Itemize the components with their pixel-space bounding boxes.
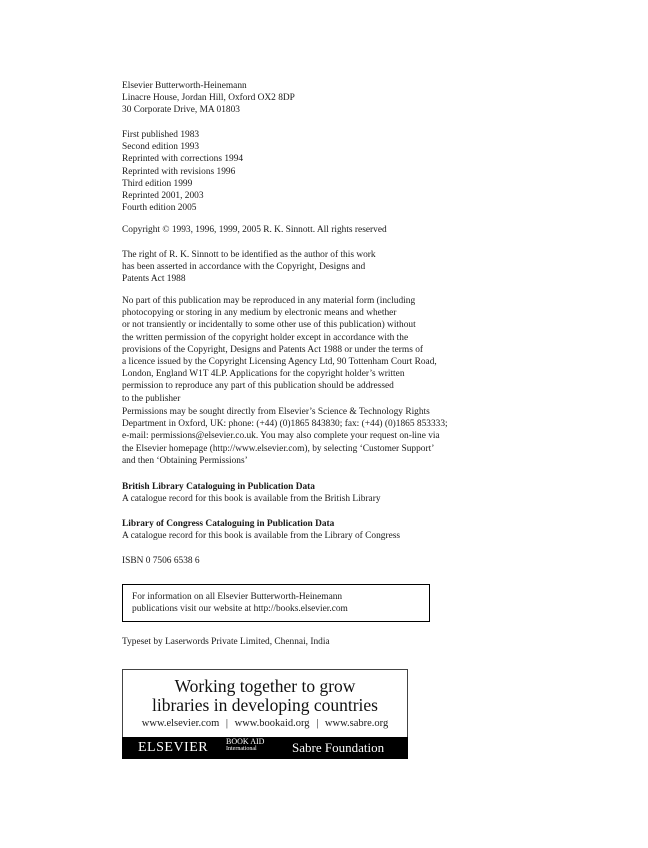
history-line: Fourth edition 2005: [122, 203, 197, 214]
reproduction-line: or not transiently or incidentally to some other use of this publication) without: [122, 320, 416, 331]
sabre-url[interactable]: www.sabre.org: [324, 718, 389, 729]
sabre-foundation-logo: Sabre Foundation: [292, 740, 385, 755]
reproduction-line: No part of this publication may be reproduced in any material form (including: [122, 296, 416, 306]
banner-headline-2: libraries in developing countries: [152, 695, 378, 715]
banner-headline-1: Working together to grow: [174, 676, 356, 696]
banner-urls: [123, 718, 407, 730]
reproduction-line: permission to reproduce any part of this publication should be addressed: [122, 381, 394, 392]
permissions-line: the Elsevier homepage (http://www.elsevier.com), by selecting ‘Customer Support’: [122, 443, 435, 454]
copyright-line: Copyright © 1993, 1996, 1999, 2005 R. K. Sinnott. All rights reserved: [122, 225, 387, 235]
permissions-line: Permissions may be sought directly from Elsevier’s Science & Technology Rights: [122, 407, 430, 417]
banner-logo-bar: [122, 737, 408, 759]
website-info-box: [122, 584, 430, 622]
isbn-line: ISBN 0 7506 6538 6: [122, 556, 200, 566]
moral-rights-line: Patents Act 1988: [122, 274, 186, 285]
reproduction-line: the written permission of the copyright holder except in accordance with the: [122, 332, 409, 343]
url-separator: |: [225, 718, 228, 729]
isbn: [122, 555, 200, 567]
reproduction-line: a licence issued by the Copyright Licensing Agency Ltd, 90 Tottenham Court Road,: [122, 357, 437, 368]
publisher-line: Elsevier Butterworth-Heinemann: [122, 81, 247, 91]
history-line: Third edition 1999: [122, 178, 193, 189]
url-separator: |: [316, 718, 319, 729]
british-library-heading: British Library Cataloguing in Publication Data: [122, 482, 315, 492]
info-box-line: publications visit our website at http://books.elsevier.com: [132, 604, 348, 615]
reproduction-line: photocopying or storing in any medium by electronic means and whether: [122, 308, 397, 319]
history-line: Reprinted 2001, 2003: [122, 191, 204, 202]
bookaid-logo-line-2: International: [226, 746, 257, 752]
library-of-congress-cip: [122, 518, 400, 542]
book-aid-banner: [122, 669, 408, 759]
typeset-line: Typeset by Laserwords Private Limited, Chennai, India: [122, 637, 330, 647]
reproduction-line: to the publisher: [122, 393, 181, 404]
moral-rights-line: has been asserted in accordance with the Copyright, Designs and: [122, 262, 366, 273]
copyright-notice: [122, 224, 387, 236]
bookaid-logo: [226, 738, 264, 753]
history-line: Reprinted with corrections 1994: [122, 154, 244, 165]
moral-rights: [122, 249, 376, 286]
publisher-line: 30 Corporate Drive, MA 01803: [122, 105, 240, 116]
bookaid-logo-line-1: BOOK AID: [226, 737, 265, 746]
permissions-line: Department in Oxford, UK: phone: (+44) (0)1865 843830; fax: (+44) (0)1865 853333;: [122, 419, 448, 430]
publisher-line: Linacre House, Jordan Hill, Oxford OX2 8DP: [122, 93, 295, 104]
history-line: First published 1983: [122, 130, 200, 140]
permissions-line: and then ‘Obtaining Permissions’: [122, 455, 248, 466]
permissions-notice: [122, 406, 448, 467]
elsevier-url[interactable]: www.elsevier.com: [141, 718, 220, 729]
typeset-credit: [122, 636, 330, 648]
publication-history: [122, 129, 243, 214]
info-box-line: For information on all Elsevier Butterworth-Heinemann: [132, 592, 343, 602]
permissions-line: e-mail: permissions@elsevier.co.uk. You may also complete your request on-line via: [122, 431, 440, 442]
history-line: Reprinted with revisions 1996: [122, 166, 236, 177]
reproduction-notice: [122, 295, 437, 405]
library-of-congress-heading: Library of Congress Cataloguing in Publication Data: [122, 519, 335, 529]
moral-rights-line: The right of R. K. Sinnott to be identified as the author of this work: [122, 250, 376, 260]
library-of-congress-text: A catalogue record for this book is available from the Library of Congress: [122, 531, 401, 542]
british-library-text: A catalogue record for this book is available from the British Library: [122, 494, 381, 505]
publisher-address: [122, 80, 295, 117]
elsevier-logo: ELSEVIER: [138, 740, 209, 755]
british-library-cip: [122, 481, 381, 505]
reproduction-line: London, England W1T 4LP. Applications for the copyright holder’s written: [122, 369, 405, 380]
reproduction-line: provisions of the Copyright, Designs and Patents Act 1988 or under the terms of: [122, 344, 424, 355]
history-line: Second edition 1993: [122, 142, 200, 153]
bookaid-url[interactable]: www.bookaid.org: [234, 718, 310, 729]
